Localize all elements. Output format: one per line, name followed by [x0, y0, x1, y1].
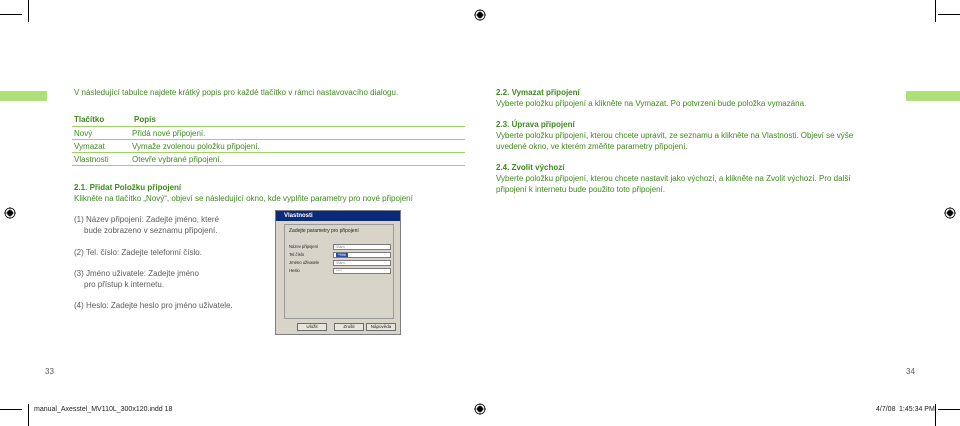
note-item: (3) Jméno uživatele: Zadejte jméno	[74, 269, 199, 278]
registration-mark-icon	[474, 9, 486, 21]
crop-mark	[938, 409, 960, 410]
dialog-subtitle: Zadejte parametry pro připojení	[289, 228, 359, 234]
field-label-connection-name: Název připojení	[289, 244, 319, 249]
margin-bar-left	[0, 91, 47, 101]
field-label-password: Heslo	[289, 268, 300, 273]
field-label-username: Jméno uživatele	[289, 260, 320, 265]
section-body: uvedené okno, ve kterém změňte parametry připojení.	[496, 142, 688, 151]
table-cell-button: Vlastnosti	[74, 155, 109, 164]
note-item: pro přístup k internetu.	[84, 280, 165, 289]
registration-mark-icon	[944, 207, 956, 219]
section-body: Vyberte položku připojení, kterou chcete nastavit jako výchozí, a klikněte na Zvolit výchozí. Pro další	[496, 174, 851, 183]
note-item: (4) Heslo: Zadejte heslo pro jméno uživatele.	[74, 301, 233, 310]
crop-mark	[935, 404, 936, 426]
phone-input[interactable]	[333, 252, 391, 258]
registration-mark-icon	[4, 207, 16, 219]
crop-mark	[0, 14, 22, 15]
password-input[interactable]: ****	[333, 268, 391, 274]
footer-time: 1:45:34 PM	[899, 406, 935, 413]
note-item: (1) Název připojení: Zadejte jméno, které	[74, 215, 219, 224]
table-cell-desc: Vymaže zvolenou položku připojení.	[132, 142, 260, 151]
section-body: Klikněte na tlačítko „Nový“, objeví se následující okno, kde vyplňte parametry pro nové připojení	[74, 194, 413, 203]
table-cell-desc: Otevře vybrané připojení.	[132, 155, 222, 164]
intro-text: V následující tabulce najdete krátký popis pro každé tlačítko v rámci nastavovacího dialogu.	[74, 88, 399, 97]
table-divider	[72, 126, 465, 127]
field-label-phone: Tel.číslo	[289, 252, 305, 257]
note-item: (2) Tel. číslo: Zadejte telefonní číslo.	[74, 248, 202, 257]
dialog-frame	[284, 224, 394, 319]
crop-mark	[28, 0, 29, 22]
table-divider	[72, 165, 465, 166]
crop-mark	[28, 404, 29, 426]
note-item: bude zobrazeno v seznamu připojení.	[84, 226, 218, 235]
username-input[interactable]: Vlam	[333, 260, 391, 266]
dialog-title: Vlastnosti	[276, 211, 400, 221]
properties-dialog	[275, 210, 401, 335]
section-body: Vyberte položku připojení a klikněte na Vymazat. Po potvrzení bude položka vymazána.	[496, 99, 807, 108]
cancel-button[interactable]: Zrušit	[334, 323, 364, 331]
section-title: 2.3. Úprava připojení	[496, 120, 575, 129]
section-body: Vyberte položku připojení, kterou chcete upravit, ze seznamu a klikněte na Vlastnosti. Objeví se výše	[496, 131, 854, 140]
table-header-desc: Popis	[134, 115, 156, 124]
connection-name-input[interactable]: Vlam	[333, 244, 391, 250]
save-button[interactable]: Uložit	[297, 323, 327, 331]
section-title: 2.4. Zvolit výchozí	[496, 163, 565, 172]
table-divider	[72, 139, 465, 140]
page-number-right: 34	[906, 367, 915, 376]
section-title: 2.1. Přidat Položku připojení	[74, 183, 182, 192]
footer-filename: manual_Axesstel_MV110L_300x120.indd 18	[34, 406, 173, 413]
crop-mark	[938, 14, 960, 15]
margin-bar-right	[906, 91, 960, 101]
table-cell-button: Nový	[74, 129, 93, 138]
help-button[interactable]: Nápověda	[366, 323, 396, 331]
table-header-button: Tlačítko	[74, 115, 105, 124]
crop-mark	[0, 409, 22, 410]
registration-mark-icon	[474, 403, 486, 415]
table-cell-desc: Přidá nové připojení.	[132, 129, 206, 138]
section-body: připojení k internetu bude použito toto připojení.	[496, 185, 666, 194]
phone-input-value: *99#	[338, 253, 346, 257]
footer-date: 4/7/08	[876, 406, 896, 413]
section-title: 2.2. Vymazat připojení	[496, 88, 580, 97]
page-number-left: 33	[45, 367, 54, 376]
table-cell-button: Vymazat	[74, 142, 105, 151]
crop-mark	[935, 0, 936, 22]
table-divider	[72, 152, 465, 153]
